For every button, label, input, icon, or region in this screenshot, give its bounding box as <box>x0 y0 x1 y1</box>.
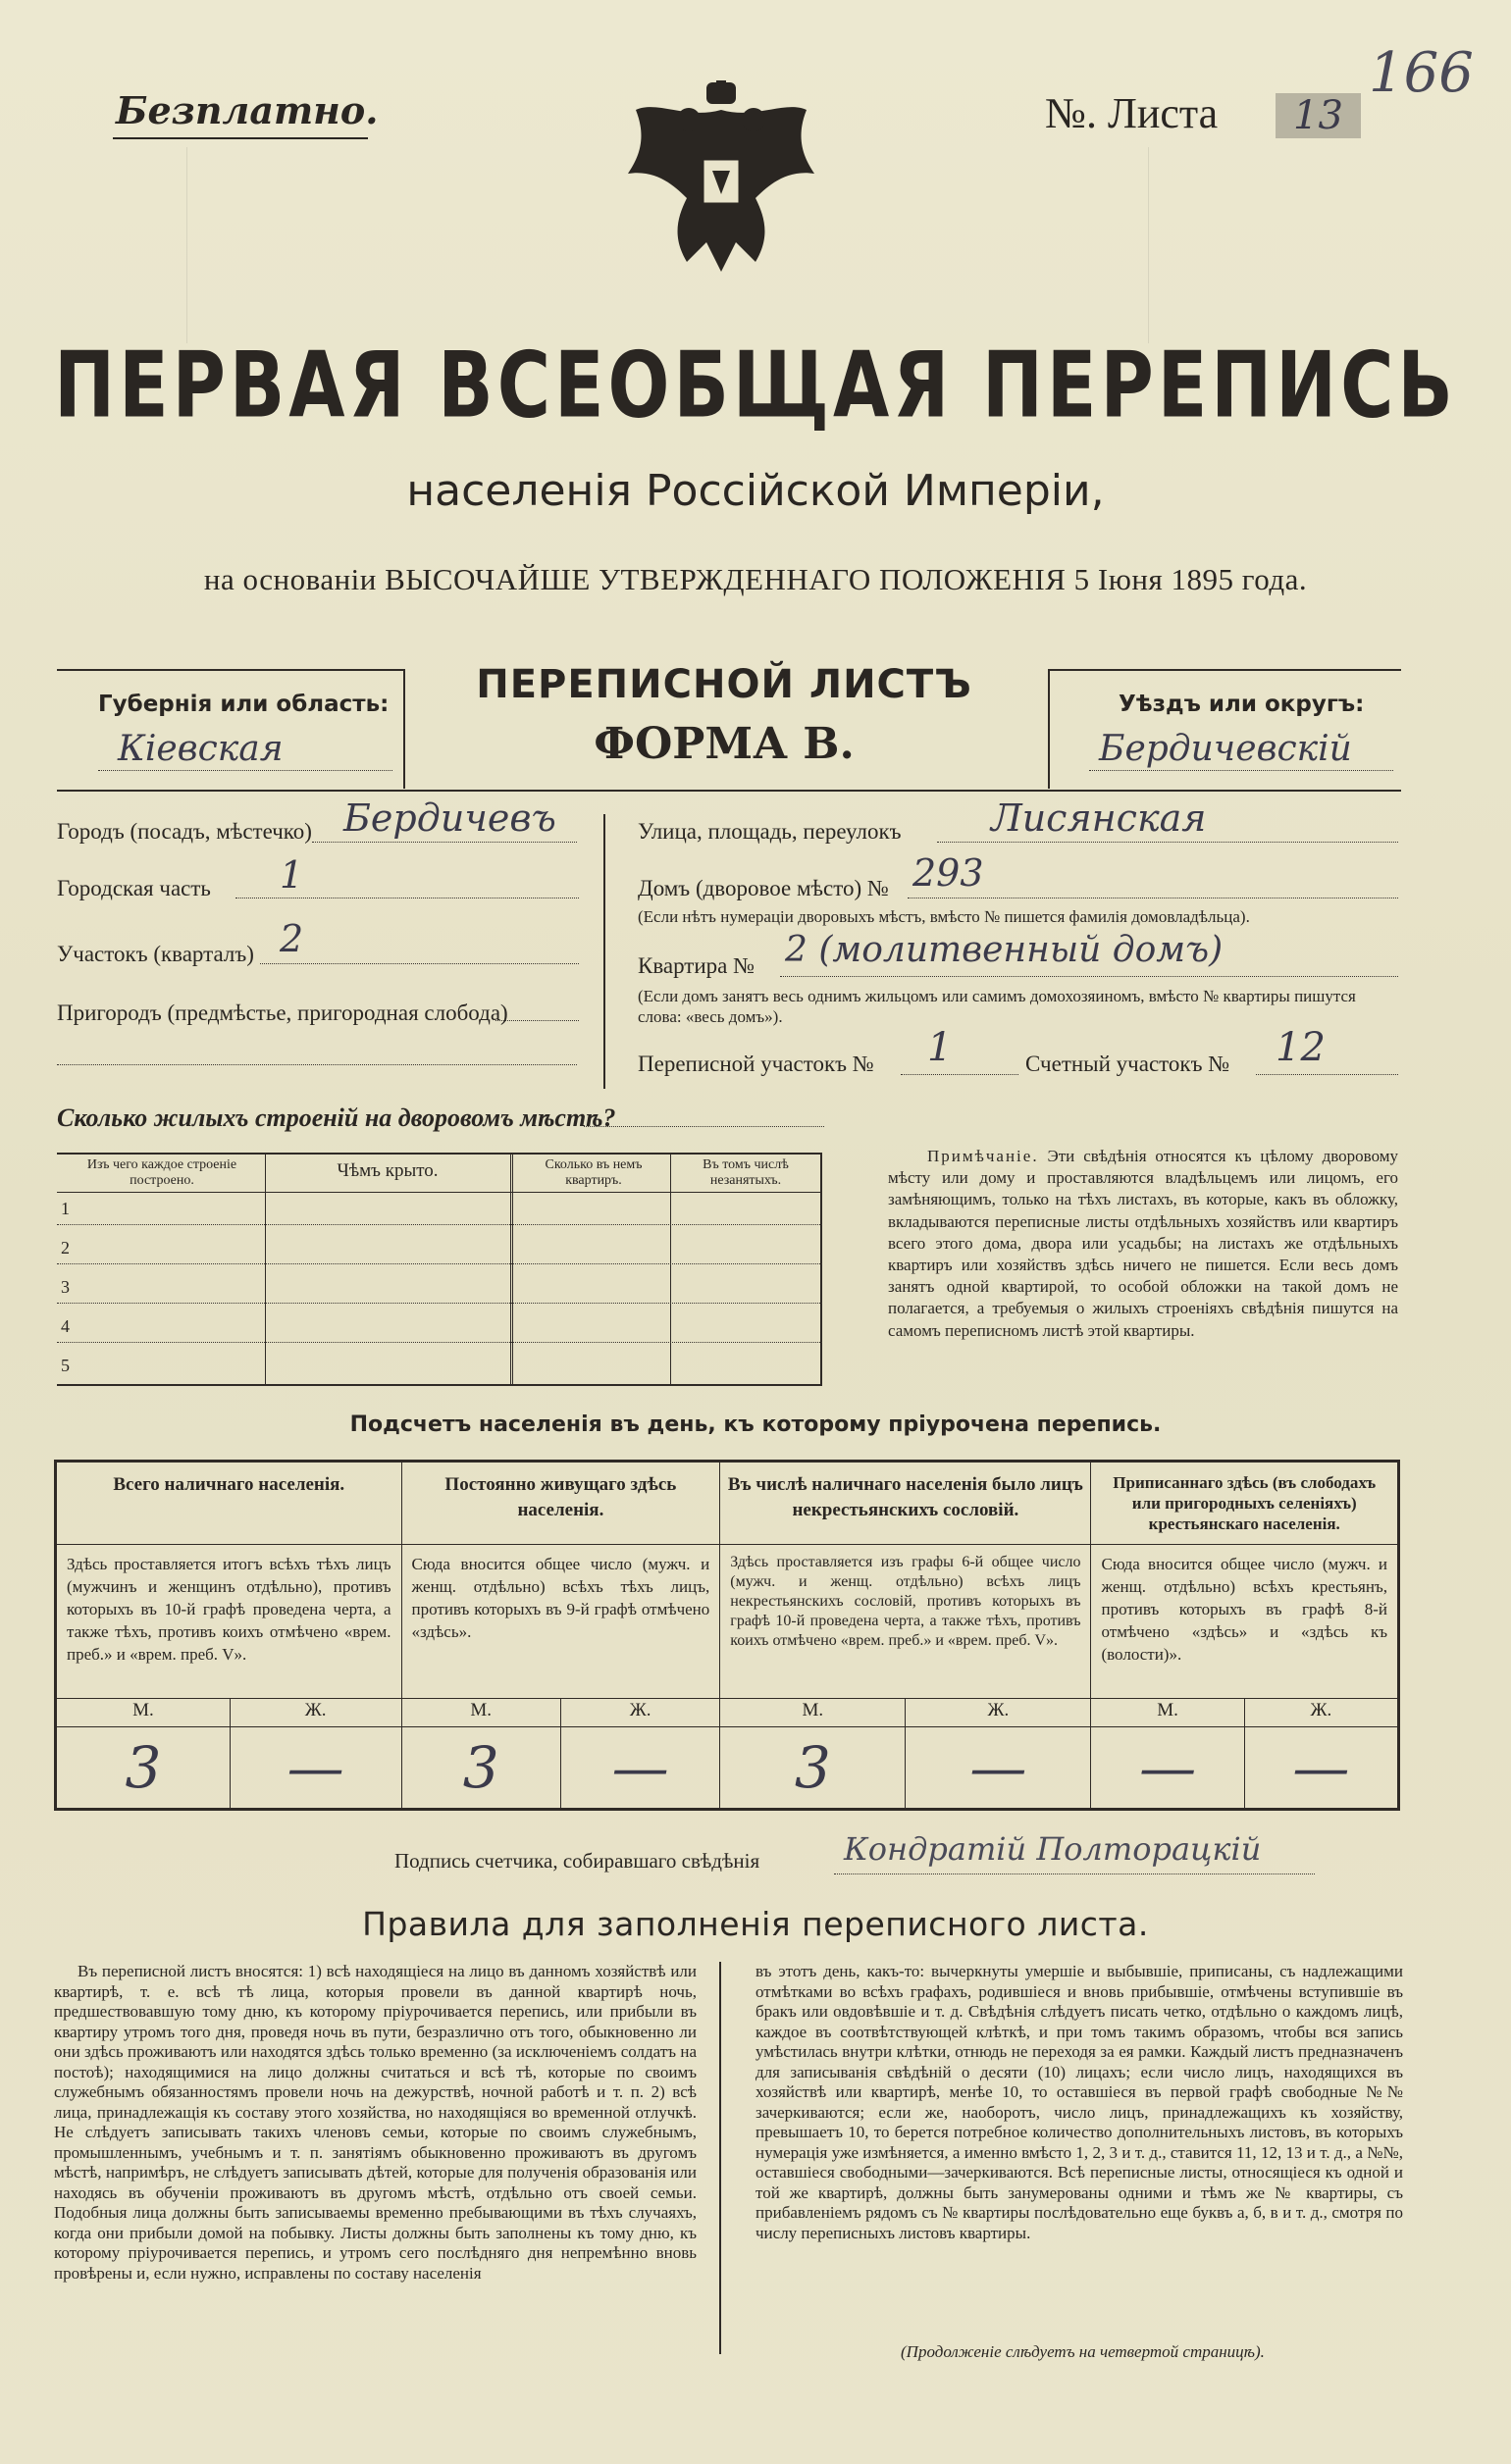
address-column-divider <box>603 814 605 1089</box>
city-part-value: 1 <box>280 853 304 897</box>
count-female-value: — <box>906 1727 1091 1810</box>
rules-title: Правила для заполненія переписного листа. <box>362 1905 1149 1943</box>
free-label: Безплатно. <box>116 88 379 132</box>
gubernia-value: Кіевская <box>118 729 284 769</box>
buildings-row: 5 <box>61 1356 70 1375</box>
uezd-label: Уѣздъ или округъ: <box>1119 692 1365 717</box>
count-col-body: Сюда вносится общее число (мужч. и женщ. отдѣльно) всѣхъ тѣхъ лицъ, противъ которыхъ въ 9-й графѣ отмѣчено «здѣсь». <box>401 1545 720 1699</box>
count-col-head: Приписаннаго здѣсь (въ слободахъ или пригородныхъ селеніяхъ) крестьянскаго населенія. <box>1091 1462 1399 1545</box>
female-label: Ж. <box>1244 1699 1398 1727</box>
form-divider <box>57 790 1401 792</box>
count-female-value: — <box>230 1727 401 1810</box>
sheet-number-label: №. Листа <box>1045 89 1219 137</box>
imperial-eagle-icon <box>618 80 824 277</box>
sheet-number-value: 13 <box>1276 93 1361 138</box>
city-part-label: Городская часть <box>57 876 211 900</box>
count-male-value: 3 <box>720 1727 906 1810</box>
male-label: М. <box>401 1699 560 1727</box>
buildings-row: 3 <box>61 1277 70 1297</box>
count-male-value: 3 <box>401 1727 560 1810</box>
note-title: Примѣчаніе. <box>927 1147 1039 1165</box>
male-label: М. <box>720 1699 906 1727</box>
archive-number: 166 <box>1369 41 1474 105</box>
suburb-label: Пригородъ (предмѣстье, пригородная слобода) <box>57 1001 508 1025</box>
house-label: Домъ (дворовое мѣсто) № <box>638 876 889 900</box>
form-name: ФОРМА В. <box>594 719 855 769</box>
district-label: Участокъ (кварталъ) <box>57 942 254 966</box>
count-col-head: Постоянно живущаго здѣсь населенія. <box>401 1462 720 1545</box>
count-col-body: Сюда вносится общее число (мужч. и женщ. отдѣльно) всѣхъ крестьянъ, противъ которыхъ въ графѣ 8-й отмѣчено «здѣсь» и «здѣсь къ (волости)». <box>1091 1545 1399 1699</box>
free-underline <box>113 137 368 139</box>
sheet-title: ПЕРЕПИСНОЙ ЛИСТЪ <box>476 662 972 707</box>
apartment-value: 2 (молитвенный домъ) <box>785 930 1224 970</box>
district-value: 2 <box>280 917 304 960</box>
rules-left-column: Въ переписной листъ вносятся: 1) всѣ находящіеся на лицо въ данномъ хозяйствѣ или квартирѣ, т. е. всѣ тѣ лица, которыя провели въ данной квартирѣ ночь, предшествовавшую тому дню, къ которому пріурочивается перепись, или прибыли въ квартиру утромъ того дня, проведя ночь въ пути, безразлично отъ того, обыкновенно ли они здѣсь проживаютъ или находятся здѣсь только временно (за исключеніемъ солдатъ на постоѣ); находящимися на лицо должны считаться и всѣ тѣ, которые по своимъ служебнымъ обязанностямъ провели ночь на дежурствѣ, ночной работѣ и т. п. 2) всѣ лица, принадлежащія къ составу этого хозяйства, но находящіяся во временной отлучкѣ. Не слѣдуетъ записывать такихъ членовъ семьи, которые по своимъ служебнымъ, промышленнымъ, учебнымъ и т. п. занятіямъ обыкновенно проживаютъ въ другомъ мѣстѣ, напримѣръ, не слѣдуетъ записывать дѣтей, которые для полученія образованія или находясь въ обученіи проживаютъ въ другомъ мѣстѣ, отдѣльно отъ своей семьи. Подобныя лица должны быть записываемы временно пребывающими въ тѣхъ случаяхъ, когда они прибыли домой на побывку. Листы должны быть заполнены къ тому дню, къ которому пріурочивается перепись, и утромъ сего послѣдняго дня непремѣнно вновь провѣрены и, если нужно, исправлены по составу населенія <box>54 1962 697 2283</box>
apartment-label: Квартира № <box>638 953 756 978</box>
census-area-value: 1 <box>927 1025 953 1070</box>
count-area-label: Счетный участокъ № <box>1025 1052 1230 1076</box>
signature-value: Кондратій Полторацкій <box>844 1830 1262 1868</box>
male-label: М. <box>56 1699 231 1727</box>
legal-basis: на основаніи ВЫСОЧАЙШЕ УТВЕРЖДЕННАГО ПОЛОЖЕНІЯ 5 Іюня 1895 года. <box>203 562 1308 596</box>
uezd-value: Бердичевскій <box>1099 729 1352 769</box>
count-title: Подсчетъ населенія въ день, къ которому пріурочена перепись. <box>349 1412 1162 1437</box>
buildings-question: Сколько жилыхъ строеній на дворовомъ мѣстѣ? <box>57 1104 616 1132</box>
buildings-note <box>888 1146 1398 1342</box>
document-subtitle: населенія Россійской Имперіи, <box>406 466 1105 516</box>
count-male-value: 3 <box>56 1727 231 1810</box>
female-label: Ж. <box>906 1699 1091 1727</box>
signature-label: Подпись счетчика, собиравшаго свѣдѣнія <box>394 1849 760 1873</box>
count-col-body: Здѣсь проставляется изъ графы 6-й общее число (мужч. и женщ. отдѣльно) всѣхъ лицъ некрестьянскихъ сословій, противъ которыхъ въ графѣ 10-й проведена черта, а также тѣхъ, противъ коихъ отмѣчено «врем. преб.» и «врем. преб. V». <box>720 1545 1091 1699</box>
note-text: Эти свѣдѣнія относятся къ цѣлому дворовому мѣсту или дому и проставляются владѣльцемъ или лицомъ, его замѣняющимъ, только на тѣхъ листахъ, въ которые, какъ въ обложку, вкладываются переписные листы отдѣльныхъ хозяйствъ или квартиръ всего этого дома, двора или усадьбы; на листахъ же отдѣльныхъ квартиръ или хозяйствъ здѣсь ничего не пишется. Если весь домъ занятъ одной квартирой, то особой обложки на такой домъ не полагается, а требуемыя о жилыхъ строеніяхъ свѣдѣнія пишутся на самомъ переписномъ листѣ этой квартиры. <box>888 1147 1399 1340</box>
buildings-col-roof: Чѣмъ крыто. <box>337 1160 439 1181</box>
rules-right-column: въ этотъ день, какъ-то: вычеркнуты умершіе и выбывшіе, приписаны, съ надлежащими отмѣтками во всѣхъ графахъ, родившіеся и вновь прибывшіе, отмѣчены вступившіе въ бракъ или овдовѣвшіе и т. д. Свѣдѣнія слѣдуетъ писать четко, отдѣльно о каждомъ лицѣ, каждое въ соотвѣтствующей клѣткѣ, и при томъ такимъ образомъ, чтобы вся запись умѣстилась внутри клѣтки, отнюдь не переходя за ея рамки. Каждый листъ предназначенъ для записыванія свѣдѣній о десяти (10) лицахъ; если число лицъ, находящихся въ хозяйствѣ или квартирѣ, менѣе 10, то оставшіеся въ первой графѣ свободные №№ зачеркиваются; если же, наоборотъ, число лицъ, принадлежащихъ къ хозяйству, превышаетъ 10, то берется потребное количество дополнительныхъ листовъ, въ которыхъ нумерація уже измѣняется, а именно вмѣсто 1, 2, 3 и т. д., ставится 11, 12, 13 и т. д., а №№, оставшіеся свободными—зачеркиваются. Всѣ переписные листы, относящіеся къ одной и той же квартирѣ, должны быть занумерованы одними и тѣмъ же № квартиры, съ прибавленіемъ рядомъ съ № квартиры послѣдовательно еще буквъ а, б, в и т. д., смотря по числу переписныхъ листовъ квартиры. <box>756 1962 1403 2242</box>
population-count-table <box>54 1460 1400 1811</box>
buildings-row: 4 <box>61 1316 70 1336</box>
document-title: ПЕРВАЯ ВСЕОБЩАЯ ПЕРЕПИСЬ <box>54 333 1457 438</box>
house-note: (Если нѣтъ нумераціи дворовыхъ мѣстъ, вмѣсто № пишется фамилія домовладѣльца). <box>638 907 1250 926</box>
continuation-note: (Продолженіе слѣдуетъ на четвертой страницѣ). <box>901 2342 1265 2361</box>
buildings-row: 2 <box>61 1238 70 1258</box>
buildings-row: 1 <box>61 1199 70 1218</box>
house-value: 293 <box>912 851 984 895</box>
street-value: Лисянская <box>991 796 1207 840</box>
count-col-body: Здѣсь проставляется итогъ всѣхъ тѣхъ лицъ (мужчинъ и женщинъ отдѣльно), противъ которыхъ въ 10-й графѣ проведена черта, а также тѣхъ, противъ коихъ отмѣчено «врем. преб.» и «врем. преб. V». <box>56 1545 402 1699</box>
count-male-value: — <box>1091 1727 1244 1810</box>
count-col-head: Въ числѣ наличнаго населенія было лицъ некрестьянскихъ сословій. <box>720 1462 1091 1545</box>
buildings-col-material: Изъ чего каждое строеніе построено. <box>86 1157 237 1188</box>
count-female-value: — <box>1244 1727 1398 1810</box>
city-label: Городъ (посадъ, мѣстечко) <box>57 819 312 844</box>
count-female-value: — <box>560 1727 719 1810</box>
apartment-note: (Если домъ занятъ весь однимъ жильцомъ или самимъ домохозяиномъ, вмѣсто № квартиры пишутся слова: «весь домъ»). <box>638 987 1356 1026</box>
buildings-col-vacant: Въ томъ числѣ незанятыхъ. <box>703 1157 789 1188</box>
female-label: Ж. <box>230 1699 401 1727</box>
count-col-head: Всего наличнаго населенія. <box>56 1462 402 1545</box>
city-value: Бердичевъ <box>343 796 556 840</box>
gubernia-label: Губернія или область: <box>98 692 390 717</box>
street-label: Улица, площадь, переулокъ <box>638 819 902 844</box>
male-label: М. <box>1091 1699 1244 1727</box>
buildings-col-apartments: Сколько въ немъ квартиръ. <box>545 1157 643 1188</box>
census-area-label: Переписной участокъ № <box>638 1052 874 1076</box>
count-area-value: 12 <box>1276 1025 1326 1070</box>
female-label: Ж. <box>560 1699 719 1727</box>
rules-column-divider <box>719 1962 721 2354</box>
